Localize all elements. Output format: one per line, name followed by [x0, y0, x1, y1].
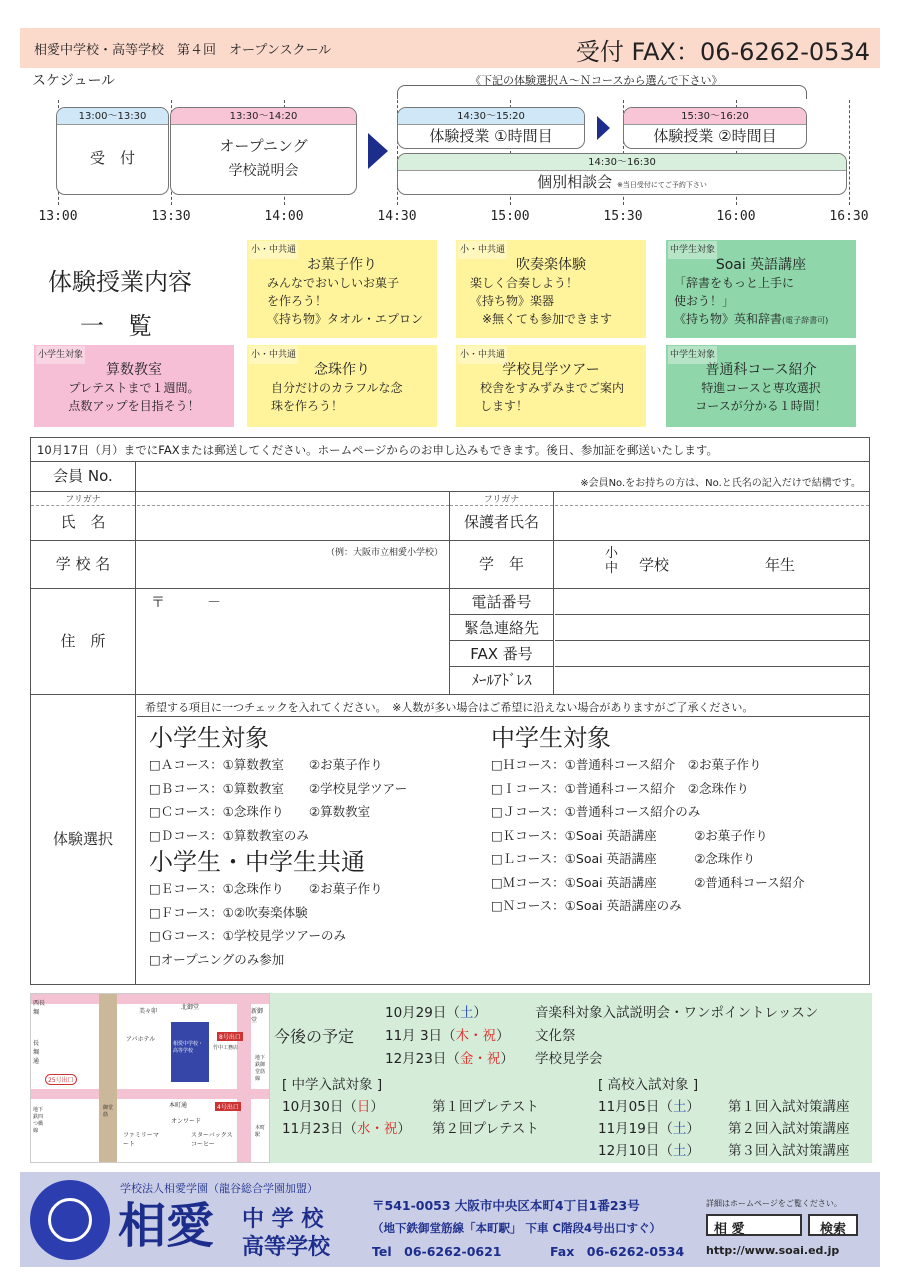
exam-date: 12月10日（: [598, 1143, 673, 1159]
map-label: 相愛中学校・高等学校: [173, 1041, 204, 1054]
exam-dow: 日: [356, 1099, 371, 1115]
card-line: 校舎をすみずみまでご案内: [480, 381, 625, 395]
emergency-label: 緊急連絡先: [449, 615, 554, 641]
card-line: プレテストまで１週間。: [68, 381, 200, 395]
card-line: 珠を作ろう！: [271, 399, 344, 413]
tick-label: 15:30: [603, 209, 643, 224]
card-general-course: [666, 345, 856, 427]
block-title: 受 付: [89, 149, 135, 167]
map-road: [31, 994, 269, 1004]
exam-tail: ）: [397, 1121, 411, 1137]
card-sweets: [247, 240, 437, 338]
block-time: 14:30～16:30: [398, 154, 846, 171]
school-tel: Tel 06-6262-0621: [372, 1244, 502, 1259]
card-tag: 中学生対象: [668, 346, 717, 364]
member-field[interactable]: [137, 462, 869, 491]
map-exit: 8号出口: [219, 1034, 241, 1041]
map-label: 地下鉄四つ橋線: [33, 1107, 44, 1134]
event-tail: ）: [496, 1028, 510, 1044]
arrow-icon: [597, 116, 610, 140]
card-title: 念珠作り: [314, 362, 370, 378]
block-time: 15:30～16:20: [624, 108, 806, 125]
exam-desc: 第１回プレテスト: [432, 1099, 539, 1115]
exam-date: 11月19日（: [598, 1121, 673, 1137]
event-date: 11月 3日（: [385, 1028, 456, 1044]
exam-desc: 第１回入試対策講座: [728, 1099, 850, 1115]
card-tag: 小・中共通: [458, 241, 507, 259]
grade-label: 学 年: [449, 541, 554, 588]
consult-block: [397, 153, 847, 195]
map-label: ファミリーマート: [123, 1132, 159, 1148]
school-access: （地下鉄御堂筋線「本町駅」 下車 C階段4号出口すぐ）: [372, 1221, 661, 1235]
exam-tail: ）: [686, 1143, 700, 1159]
card-title: Soai 英語講座: [715, 257, 807, 273]
card-line: 楽しく合奏しよう！: [470, 276, 579, 290]
hs-text: 高等学校: [242, 1235, 331, 1260]
course-option[interactable]: □Ｇコース：①学校見学ツアーのみ: [149, 928, 347, 943]
phone-field[interactable]: [555, 589, 869, 615]
card-line: コースが分かる１時間！: [695, 399, 827, 413]
exam-desc: 第２回入試対策講座: [728, 1121, 850, 1137]
member-row: [31, 462, 869, 492]
consult-title: 個別相談会: [537, 173, 613, 191]
tick-label: 13:30: [151, 209, 191, 224]
card-math: [34, 345, 234, 427]
application-form: [30, 437, 870, 985]
jh-text: 中 学 校: [242, 1207, 324, 1232]
bracket-line: [397, 85, 807, 99]
course-option[interactable]: □Ｂコース：①算数教室 ②学校見学ツアー: [149, 780, 408, 796]
guardian-label: 保護者氏名: [463, 513, 539, 531]
event-row: [385, 1025, 818, 1048]
map-label: 北御堂: [181, 1004, 200, 1011]
card-line: みんなでおいしいお菓子: [267, 276, 400, 290]
block-title: [398, 171, 846, 195]
course-option[interactable]: □Ｋコース：①Soai 英語講座 ②お菓子作り: [491, 827, 768, 843]
course-option[interactable]: □Ｎコース：①Soai 英語講座のみ: [491, 898, 682, 913]
school-label: 学 校 名: [31, 541, 136, 588]
name-label: 氏 名: [60, 513, 106, 531]
map-label: 竹中工務店: [213, 1045, 239, 1051]
tick-label: 16:30: [829, 209, 869, 224]
course-option[interactable]: □Ｉコース：①普通科コース紹介 ②念珠作り: [491, 780, 749, 796]
grade-year-word: 年生: [765, 556, 796, 574]
card-title: 普通科コース紹介: [705, 362, 817, 378]
grade-sho: 小: [605, 546, 619, 561]
event-dow: 木・祝: [455, 1028, 497, 1044]
course-option[interactable]: □Ｍコース：①Soai 英語講座 ②普通科コース紹介: [491, 874, 805, 890]
course-option[interactable]: □Ｈコース：①普通科コース紹介 ②お菓子作り: [491, 757, 762, 772]
event-desc: 音楽科対象入試説明会・ワンポイントレッスン: [535, 1005, 819, 1021]
class1-block: [397, 107, 585, 149]
event-date: 10月29日（: [385, 1005, 460, 1021]
course-choose-note: 《下記の体験選択Ａ～Ｎコースから選んで下さい》: [470, 74, 723, 87]
guardian-label-cell: [449, 492, 554, 540]
tick-label: 14:30: [377, 209, 417, 224]
map-label: 新御堂: [251, 1008, 264, 1024]
card-tag: 中学生対象: [668, 241, 717, 259]
consult-note: ※当日受付にてご予約下さい: [616, 181, 707, 189]
choice-row: [31, 695, 869, 984]
course-option[interactable]: □オープニングのみ参加: [149, 951, 285, 967]
exam-dow: 土: [672, 1121, 687, 1137]
exam-dow: 水・祝: [356, 1121, 398, 1137]
classes-title: 体験授業内容: [48, 268, 192, 296]
map-label: アパホテル: [126, 1036, 156, 1043]
card-line: します！: [480, 399, 529, 413]
exam-desc: 第２回プレテスト: [432, 1121, 539, 1137]
school-example: （例：大阪市立相愛小学校）: [325, 548, 443, 558]
map-label: 長堀通: [33, 1040, 40, 1065]
map-road: [99, 994, 117, 1162]
map-label: 西長堀: [33, 1000, 46, 1016]
guardian-furigana-line: [555, 492, 869, 506]
map-road: [237, 994, 251, 1162]
map-exit: 25号出口: [45, 1074, 77, 1085]
card-line: 点数アップを目指そう！: [68, 399, 200, 413]
map-road: [31, 1089, 269, 1099]
course-option[interactable]: □Ｃコース：①念珠作り ②算数教室: [149, 804, 371, 819]
member-label: 会員 No.: [31, 462, 136, 491]
event-desc: 文化祭: [535, 1028, 576, 1044]
school-row: [31, 541, 869, 589]
event-dow: 土: [459, 1005, 474, 1021]
address-row: [31, 589, 869, 695]
card-line-text: 《持ち物》英和辞書: [674, 312, 783, 326]
exam-tail: ）: [686, 1121, 700, 1137]
class2-block: [623, 107, 807, 149]
course-option[interactable]: □Ａコース：①算数教室 ②お菓子作り: [149, 757, 383, 772]
gridline: [849, 100, 850, 205]
upcoming-events: [385, 1002, 818, 1071]
grade-school-word: 学校: [639, 556, 670, 574]
header-bar: [20, 28, 880, 68]
map-label: オンワード: [171, 1118, 202, 1125]
web-note: 詳細はホームページをご覧ください。: [706, 1199, 842, 1208]
event-dow: 金・祝: [459, 1051, 501, 1067]
card-line: [674, 310, 848, 330]
grade-type: [605, 546, 618, 576]
course-option[interactable]: □Ｊコース：①普通科コース紹介のみ: [491, 804, 701, 819]
event-row: [385, 1048, 818, 1071]
grade-chu: 中: [605, 561, 619, 576]
mail-field[interactable]: [555, 667, 869, 694]
jh-exam-schedule: [282, 1074, 539, 1140]
event-date: 12月23日（: [385, 1051, 460, 1067]
phone-label: 電話番号: [449, 589, 554, 615]
block-time: 13:00～13:30: [57, 108, 168, 125]
exam-row: [282, 1096, 539, 1118]
map-label: スターバックスコーヒー: [191, 1132, 233, 1148]
furigana-label: フリガナ: [450, 492, 553, 506]
card-line: 使おう！」: [674, 294, 735, 308]
tick-label: 16:00: [716, 209, 756, 224]
search-button[interactable]: 検索: [808, 1214, 858, 1236]
fax-field[interactable]: [555, 641, 869, 667]
block-subtitle: 学校説明会: [228, 163, 299, 179]
exam-date: 10月30日（: [282, 1099, 357, 1115]
card-tag: 小・中共通: [249, 346, 298, 364]
card-title: お菓子作り: [307, 257, 377, 273]
event-tail: ）: [500, 1051, 514, 1067]
card-line: 《持ち物》楽器: [470, 294, 555, 308]
address-field[interactable]: [137, 589, 449, 694]
emergency-field[interactable]: [555, 615, 869, 641]
exam-date: 11月05日（: [598, 1099, 673, 1115]
arrow-icon: [368, 133, 388, 169]
reception-block: [56, 107, 169, 195]
fax-number: 受付 FAX：06-6262-0534: [575, 38, 870, 66]
event-title: 相愛中学校・高等学校 第４回 オープンスクール: [34, 43, 332, 58]
exam-dow: 土: [672, 1143, 687, 1159]
card-tag: 小・中共通: [458, 346, 507, 364]
website-url[interactable]: http://www.soai.ed.jp: [706, 1244, 840, 1257]
postal-mark: 〒 －: [151, 595, 221, 611]
exam-row: [598, 1140, 850, 1162]
card-line: を作ろう！: [267, 294, 328, 308]
address-label: 住 所: [31, 589, 136, 694]
card-tour: [456, 345, 646, 427]
name-row: [31, 492, 869, 541]
card-title: 算数教室: [106, 362, 162, 378]
event-row: [385, 1002, 818, 1025]
exam-desc: 第３回入試対策講座: [728, 1143, 850, 1159]
choice-note: 希望する項目に一つチェックを入れてください。 ※人数が多い場合はご希望に沿えない場合がありますがご了承ください。: [137, 695, 869, 717]
card-line: 《持ち物》タオル・エプロン: [267, 312, 424, 326]
schedule-label: スケジュール: [32, 73, 116, 89]
fax-label: FAX 番号: [449, 641, 554, 667]
elem-title: 小学生対象: [149, 724, 269, 752]
guardian-field[interactable]: [555, 492, 869, 540]
course-option[interactable]: □Ｅコース：①念珠作り ②お菓子作り: [149, 881, 383, 896]
jh-exam-label: [ 中学入試対象 ]: [282, 1077, 383, 1093]
tick-label: 14:00: [264, 209, 304, 224]
tick-label: 15:00: [490, 209, 530, 224]
exam-date: 11月23日（: [282, 1121, 357, 1137]
hs-exam-schedule: [598, 1074, 850, 1162]
exam-tail: ）: [370, 1099, 384, 1115]
corp-name: 学校法人相愛学園（龍谷総合学園加盟）: [120, 1182, 318, 1195]
event-desc: 学校見学会: [535, 1051, 603, 1067]
jh-title: 中学生対象: [491, 724, 611, 752]
card-english: [666, 240, 856, 338]
member-note: ※会員No.をお持ちの方は、No.と氏名の記入だけで結構です。: [580, 478, 861, 489]
card-tag: 小学生対象: [36, 346, 85, 364]
map-label: 御堂筋: [103, 1105, 114, 1118]
exam-row: [282, 1118, 539, 1140]
jh-courses: [491, 723, 866, 918]
search-keyword-box[interactable]: 相 愛: [706, 1214, 802, 1236]
map-label: 美々卯: [139, 1008, 158, 1015]
name-field[interactable]: [137, 492, 449, 540]
block-time: 14:30～15:20: [398, 108, 584, 125]
card-title: 学校見学ツアー: [502, 362, 600, 378]
opening-block: [170, 107, 357, 195]
school-fax: Fax 06-6262-0534: [550, 1244, 685, 1259]
classes-title-2: 一 覧: [80, 312, 152, 340]
exam-row: [598, 1118, 850, 1140]
card-line: 特進コースと専攻選択: [701, 381, 821, 395]
common-title: 小学生・中学生共通: [149, 848, 365, 876]
block-title: オープニング: [219, 137, 308, 155]
block-title: 体験授業 ①時間目: [429, 127, 553, 145]
map-label: 本町通: [169, 1102, 188, 1109]
name-furigana-line: [137, 492, 449, 506]
card-title: 吹奏楽体験: [516, 257, 586, 273]
card-tag: 小・中共通: [249, 241, 298, 259]
course-option[interactable]: □Ｄコース：①算数教室のみ: [149, 827, 309, 843]
access-map: [30, 993, 270, 1163]
exam-tail: ）: [686, 1099, 700, 1115]
footer: [20, 1172, 880, 1267]
form-notice: 10月17日（月）までにFAXまたは郵送してください。ホームページからのお申し込みもできます。後日、参加証を郵送いたします。: [31, 438, 869, 462]
choice-label: 体験選択: [31, 695, 136, 984]
furigana-label: フリガナ: [31, 492, 135, 506]
course-option[interactable]: □Ｌコース：①Soai 英語講座 ②念珠作り: [491, 851, 756, 866]
name-label-cell: [31, 492, 136, 540]
block-time: 13:30～14:20: [171, 108, 356, 125]
card-band: [456, 240, 646, 338]
card-beads: [247, 345, 437, 427]
card-line: ※無くても参加できます: [470, 312, 613, 326]
map-label: 本町駅: [255, 1125, 266, 1138]
tick-label: 13:00: [38, 209, 78, 224]
card-line: 「辞書をもっと上手に: [674, 276, 795, 290]
school-seal-icon: [30, 1180, 110, 1260]
hs-exam-label: [ 高校入試対象 ]: [598, 1077, 699, 1093]
course-option[interactable]: □Ｆコース：①②吹奏楽体験: [149, 904, 308, 920]
grade-field[interactable]: [555, 541, 869, 588]
elem-courses: [149, 723, 489, 971]
map-label: 地下鉄御堂筋線: [255, 1055, 266, 1082]
school-field[interactable]: [137, 541, 449, 588]
mail-label: ﾒｰﾙｱﾄﾞﾚｽ: [449, 667, 554, 694]
exam-row: [598, 1096, 850, 1118]
card-line: 自分だけのカラフルな念: [271, 381, 403, 395]
block-title: 体験授業 ②時間目: [653, 127, 777, 145]
card-small-note: (電子辞書可): [782, 316, 829, 325]
upcoming-label: 今後の予定: [274, 1027, 355, 1046]
school-address: 〒541-0053 大阪市中央区本町4丁目1番23号: [372, 1198, 640, 1213]
exam-dow: 土: [672, 1099, 687, 1115]
event-tail: ）: [473, 1005, 487, 1021]
logo-text: 相愛: [118, 1198, 215, 1254]
map-exit: 4号出口: [217, 1104, 239, 1111]
